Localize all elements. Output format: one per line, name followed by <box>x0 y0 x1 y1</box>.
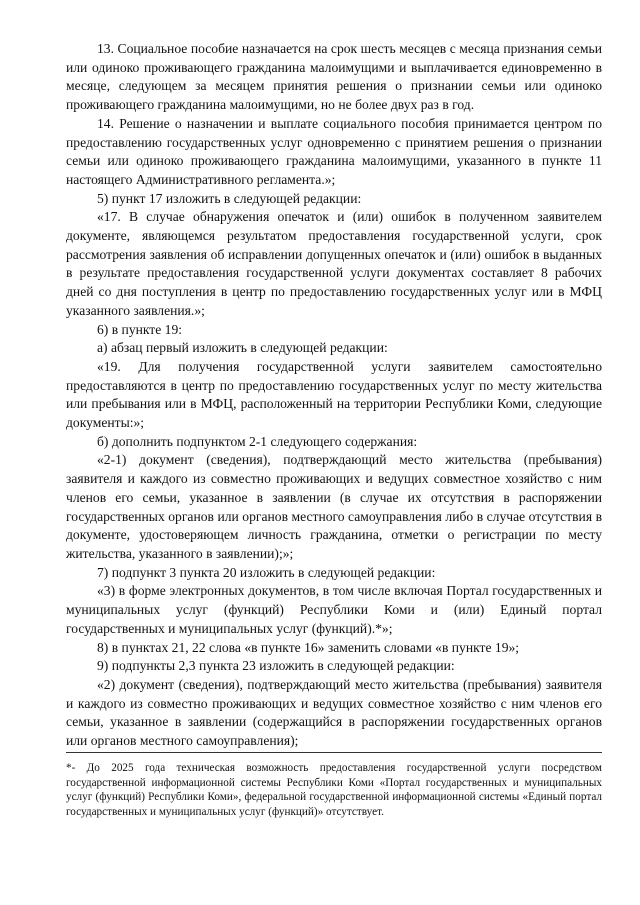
paragraph-3-text: «3) в форме электронных документов, в том числе включая Портал государственных и муниципальных услуг (функций) Республики Коми и (или) Единый портал государственных и муниципальных услуг (функций).*»; <box>66 583 602 636</box>
paragraph-19-text: «19. Для получения государственной услуги заявителем самостоятельно предоставляются в центр по предоставлению государственных услуг по месту жительства или пребывания или в МФЦ, расположенный на территории Республики Коми, следующие документы:»; <box>66 358 602 431</box>
paragraph-14: 14. Решение о назначении и выплате социального пособия принимается центром по предоставлению государственных услуг одновременно с принятием решения о признании семьи или одиноко проживающего гражданина малоимущими, указанного в пункте 11 настоящего Административного регламента.»; <box>66 115 602 187</box>
footnote <box>66 761 602 819</box>
document-body <box>66 40 602 751</box>
paragraph-item-8: 8) в пунктах 21, 22 слова «в пункте 16» заменить словами «в пункте 19»; <box>97 639 520 655</box>
paragraph-2-text: «2) документ (сведения), подтверждающий место жительства (пребывания) заявителя и каждого из совместно проживающих и ведущих совместное хозяйство с ним членов его семьи, указанное в заявлении (содержащийся в распоряжении государственных органов или органов местного самоуправления); <box>66 676 602 749</box>
paragraph-17-text: «17. В случае обнаружения опечаток и (или) ошибок в полученном заявителем документе, являющемся результатом предоставления государственной услуги, срок рассмотрения заявления об исправлении допущенных опечаток и (или) ошибок в выданных в результате предоставления государственной услуги документах составляет 8 рабочих дней со дня поступления в центр по предоставлению государственных услуг или в МФЦ указанного заявления.»; <box>66 209 602 318</box>
paragraph-item-6b: б) дополнить подпунктом 2-1 следующего содержания: <box>97 433 418 449</box>
paragraph-item-9: 9) подпункты 2,3 пункта 23 изложить в следующей редакции: <box>97 658 455 674</box>
paragraph-item-6a: а) абзац первый изложить в следующей редакции: <box>97 340 388 356</box>
footnote-divider <box>66 752 602 753</box>
paragraph-13: 13. Социальное пособие назначается на срок шесть месяцев с месяца признания семьи или одиноко проживающего гражданина малоимущими и выплачивается единовременно в месяце, следующем за месяцем принятия решения о признании семьи или одиноко проживающего гражданина малоимущими, но не более двух раз в год. <box>66 41 602 113</box>
paragraph-2-1-text: «2-1) документ (сведения), подтверждающий место жительства (пребывания) заявителя и каждого из совместно проживающих и ведущих совместное хозяйство с ним членов его семьи, указанное в заявлении (в случае их отсутствия в распоряжении государственных органов или органов местного самоуправления либо в случае отсутствия в документе, удостоверяющем личность гражданина, отметки о регистрации по месту жительства, указанного в заявлении);»; <box>66 452 602 561</box>
footnote-text: *- До 2025 года техническая возможность предоставления государственной услуги посредством государственной информационной системы Республики Коми «Портал государственных и муниципальных услуг (функций) Республики Коми», федеральной государственной информационной системы «Единый портал государственных и муниципальных услуг (функций)» отсутствует. <box>66 762 602 818</box>
paragraph-item-7: 7) подпункт 3 пункта 20 изложить в следующей редакции: <box>97 564 436 580</box>
paragraph-item-5: 5) пункт 17 изложить в следующей редакции: <box>97 190 362 206</box>
paragraph-item-6: 6) в пункте 19: <box>97 321 183 337</box>
